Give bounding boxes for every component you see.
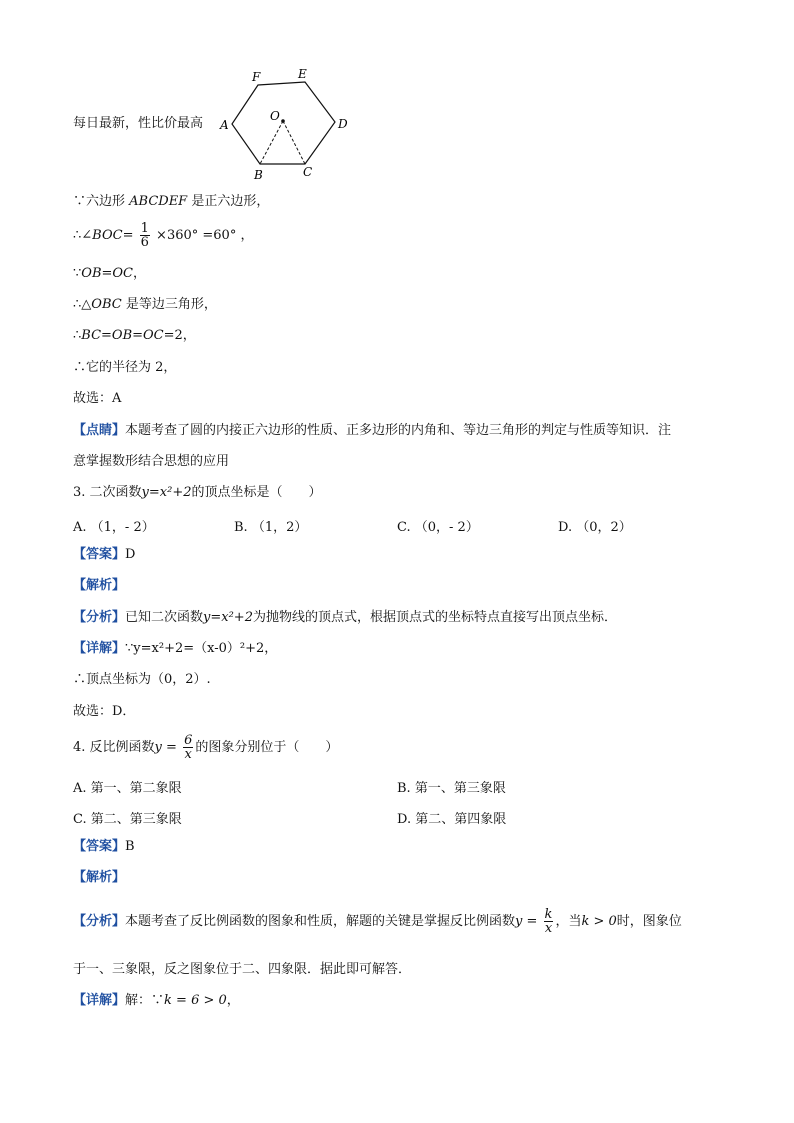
watermark-text: 每日最新，性比价最高 <box>73 116 204 131</box>
label-c: C <box>303 165 313 179</box>
fraction-k-over-x: $\frac{k}{x}$ <box>544 907 553 936</box>
fraction-six-over-x: $\frac{6}{x}$ <box>184 733 193 762</box>
center-point <box>281 119 285 123</box>
q3-option-c: C. （0，- 2） <box>397 520 479 535</box>
q3-option-a: A. （1，- 2） <box>73 520 155 535</box>
q4-stem: 4. 反比例函数y = $\frac{6}{x}$ 的图象分别位于（ ） <box>73 733 339 762</box>
sol2-line-1: ∵六边形 ABCDEF 是正六边形， <box>73 194 270 209</box>
q3-xiangjie-3: 故选：D． <box>73 704 136 719</box>
fraction-one-sixth: $\frac{1}{6}$ <box>140 221 149 250</box>
q3-option-b: B. （1，2） <box>234 520 308 535</box>
radius-oc <box>283 121 305 164</box>
q4-xiangjie: 【详解】解：∵k = 6 > 0， <box>73 993 240 1008</box>
q4-fenxi-2: 于一、三象限，反之图象位于二、四象限．据此即可解答． <box>73 962 412 977</box>
sol2-line-2: ∴∠BOC= $\frac{1}{6}$ ×360° =60° ， <box>73 221 254 250</box>
label-e: E <box>298 67 307 81</box>
q4-fenxi: 【分析】本题考查了反比例函数的图象和性质，解题的关键是掌握反比例函数y = $\frac{k}{x}$ ，当k > 0时，图象位 <box>73 907 682 936</box>
q3-answer: 【答案】D <box>73 547 136 562</box>
label-o: O <box>270 109 280 123</box>
q3-option-d: D. （0，2） <box>558 520 632 535</box>
q3-xiangjie-1: 【详解】∵y=x²+2=（x-0）²+2， <box>73 641 278 656</box>
q4-option-c: C. 第二、第三象限 <box>73 812 182 827</box>
label-b: B <box>254 168 263 182</box>
dianjing-line-2: 意掌握数形结合思想的应用 <box>73 454 230 469</box>
sol2-line-7: 故选：A <box>73 391 122 406</box>
q4-option-b: B. 第一、第三象限 <box>397 781 506 796</box>
label-d: D <box>338 117 348 131</box>
q4-option-a: A. 第一、第二象限 <box>73 781 182 796</box>
sol2-line-4: ∴△OBC 是等边三角形， <box>73 297 217 312</box>
label-a: A <box>220 118 229 132</box>
radius-ob <box>260 121 283 164</box>
q4-option-d: D. 第二、第四象限 <box>397 812 507 827</box>
sol2-line-5: ∴BC=OB=OC=2， <box>73 328 196 343</box>
sol2-line-6: ∴它的半径为 2， <box>73 360 177 375</box>
q3-xiangjie-2: ∴顶点坐标为（0，2）. <box>73 672 211 687</box>
dianjing-line-1: 【点睛】本题考查了圆的内接正六边形的性质、正多边形的内角和、等边三角形的判定与性质等知识．注 <box>73 423 672 438</box>
label-f: F <box>252 70 261 84</box>
q4-jiexi: 【解析】 <box>73 870 126 885</box>
q3-jiexi: 【解析】 <box>73 578 126 593</box>
q4-answer: 【答案】B <box>73 839 135 854</box>
q3-fenxi: 【分析】已知二次函数y=x²+2为抛物线的顶点式，根据顶点式的坐标特点直接写出顶点坐标． <box>73 610 617 625</box>
hexagon-figure <box>0 0 794 200</box>
q3-stem: 3. 二次函数y=x²+2的顶点坐标是（ ） <box>73 485 322 500</box>
sol2-line-3: ∵OB=OC， <box>73 266 147 281</box>
